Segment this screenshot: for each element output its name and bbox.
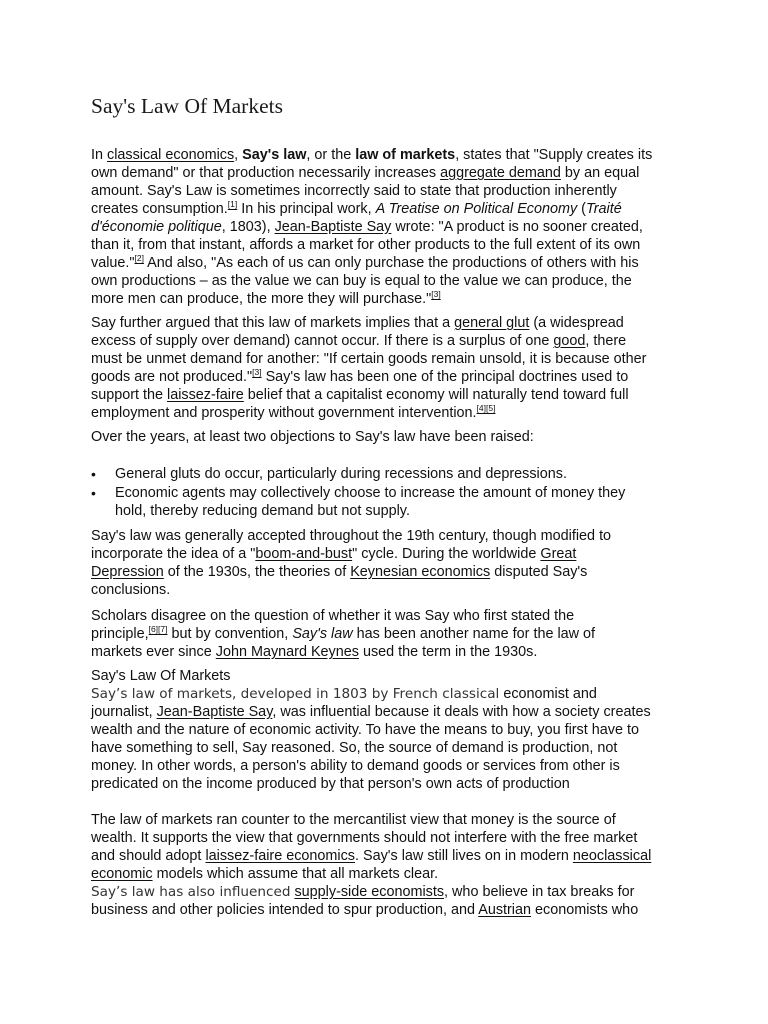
inline-link[interactable]: good (553, 333, 586, 349)
text-run: and should adopt (91, 848, 206, 864)
text-run: Say's Law Of Markets (91, 668, 231, 684)
bullet-marker: • (91, 466, 96, 482)
inline-link[interactable]: Jean-Baptiste Say (274, 219, 392, 235)
paragraph-line (91, 811, 616, 829)
text-run: , there (585, 333, 627, 349)
citation-link[interactable]: [5] (486, 403, 496, 414)
paragraph-line (91, 757, 620, 775)
paragraph-line (91, 883, 634, 901)
text-run: of the 1930s, the theories of (163, 564, 351, 580)
text-run: Say further argued that this law of markets implies that a (91, 315, 455, 331)
paragraph-line (91, 775, 570, 793)
paragraph-line (91, 404, 495, 422)
italic-term: Say's law (292, 626, 353, 642)
text-run: support the (91, 387, 168, 403)
inline-link[interactable]: laissez-faire (167, 387, 244, 403)
paragraph-line (91, 607, 574, 625)
paragraph-line (91, 667, 231, 685)
text-run: business and other policies intended to spur production, and (91, 902, 479, 918)
text-run: own productions – as the value we can buy is equal to the value we can produce, the (91, 273, 632, 289)
paragraph-line (91, 545, 576, 563)
text-run: has been another name for the law of (352, 626, 596, 642)
text-run: , states that "Supply creates its (455, 147, 653, 163)
inline-link[interactable]: Depression (91, 564, 164, 580)
inline-link[interactable]: laissez-faire economics (205, 848, 355, 864)
text-run: , 1803), (221, 219, 275, 235)
text-run: creates consumption. (91, 201, 228, 217)
text-run: In his principal work, (237, 201, 376, 217)
text-run: more men can produce, the more they will purchase." (91, 291, 432, 307)
text-run: , (234, 147, 243, 163)
text-run: " cycle. During the worldwide (352, 546, 541, 562)
inline-link[interactable]: Keynesian economics (350, 564, 491, 580)
text-run: disputed Say's (490, 564, 588, 580)
paragraph-line (91, 721, 639, 739)
bold-term: law of markets (355, 147, 456, 163)
citation-link[interactable]: [4] (476, 403, 487, 414)
text-run: excess of supply over demand) cannot occur. If there is a surplus of one (91, 333, 554, 349)
citation-link[interactable]: [6] (148, 624, 159, 635)
italic-term: d'économie politique (91, 219, 222, 235)
paragraph-line (91, 527, 611, 545)
text-run: but by convention, (167, 626, 293, 642)
paragraph-line (91, 236, 640, 254)
text-run: hold, thereby reducing demand but not supply. (115, 503, 410, 519)
text-run: The law of markets ran counter to the mercantilist view that money is the source of (91, 812, 616, 828)
citation-link[interactable]: [7] (158, 624, 168, 635)
text-run: models which assume that all markets clear. (152, 866, 439, 882)
paragraph-line (91, 643, 537, 661)
citation-link[interactable]: [1] (227, 199, 238, 210)
paragraph-line (91, 865, 438, 883)
paragraph-line (91, 350, 646, 368)
paragraph-line (91, 218, 643, 236)
bold-term: Say's law (242, 147, 307, 163)
text-run: amount. Say's Law is sometimes incorrectly said to state that production inherently (91, 183, 617, 199)
page-title: Say's Law Of Markets (91, 94, 283, 118)
paragraph-line (91, 581, 170, 599)
paragraph-line (91, 146, 652, 164)
italic-term: A Treatise on Political Economy (375, 201, 578, 217)
text-run: (a widespread (529, 315, 624, 331)
paragraph-line (91, 254, 639, 272)
paragraph-line (91, 829, 637, 847)
paragraph-line (91, 272, 632, 290)
inline-link[interactable]: economic (91, 866, 153, 882)
text-run: economist and (499, 686, 597, 702)
text-run: employment and prosperity without government intervention. (91, 405, 477, 421)
text-run: wealth and the nature of economic activity. To have the means to buy, you first have to (91, 722, 639, 738)
citation-link[interactable]: [3] (431, 289, 441, 300)
paragraph-line (91, 703, 651, 721)
paragraph-line (91, 685, 597, 703)
paragraph-line (91, 314, 624, 332)
text-run: belief that a capitalist economy will naturally tend toward full (243, 387, 629, 403)
text-run: Economic agents may collectively choose to increase the amount of money they (115, 485, 626, 501)
citation-link[interactable]: [3] (252, 367, 262, 378)
paragraph-line (91, 739, 617, 757)
paragraph-line (91, 563, 587, 581)
paragraph-line (91, 200, 622, 218)
text-run: have something to sell, Say reasoned. So, the source of demand is production, not (91, 740, 618, 756)
text-run: must be unmet demand for another: "If certain goods remain unsold, it is because other (91, 351, 647, 367)
inline-link[interactable]: neoclassical (572, 848, 652, 864)
text-run: ( (577, 201, 586, 217)
text-run: markets ever since (91, 644, 216, 660)
list-item-line (115, 484, 625, 502)
text-run: used the term in the 1930s. (358, 644, 538, 660)
list-item-line (115, 465, 567, 483)
inline-link[interactable]: general glut (454, 315, 530, 331)
text-run: , or the (306, 147, 356, 163)
inline-link[interactable]: Jean-Baptiste Say (156, 704, 273, 720)
text-run: General gluts do occur, particularly during recessions and depressions. (115, 466, 567, 482)
inline-link[interactable]: Austrian (478, 902, 532, 918)
text-run: In (91, 147, 107, 163)
text-run: , was influential because it deals with how a society creates (272, 704, 651, 720)
inline-link[interactable]: John Maynard Keynes (215, 644, 359, 660)
paragraph-line (91, 368, 628, 386)
text-run: conclusions. (91, 582, 171, 598)
inline-link[interactable]: classical economics (107, 147, 235, 163)
text-run: , who believe in tax breaks for (444, 884, 635, 900)
text-run: own demand" or that production necessarily increases (91, 165, 441, 181)
paragraph-line (91, 332, 626, 350)
text-run: wrote: "A product is no sooner created, (391, 219, 643, 235)
text-run: journalist, (91, 704, 157, 720)
italic-term: Traité (585, 201, 622, 217)
paragraph-line (91, 625, 595, 643)
text-run: money. In other words, a person's ability to demand goods or services from other is (91, 758, 620, 774)
text-run: than it, from that instant, affords a market for other products to the full extent of its own (91, 237, 641, 253)
text-run: value." (91, 255, 135, 271)
text-run: economists who (531, 902, 639, 918)
bullet-marker: • (91, 485, 96, 501)
paragraph-line (91, 428, 534, 446)
citation-link[interactable]: [2] (134, 253, 144, 264)
inline-link[interactable]: boom-and-bust (255, 546, 353, 562)
paragraph-line (91, 901, 638, 919)
text-run: by an equal (560, 165, 640, 181)
text-run: Scholars disagree on the question of whether it was Say who first stated the (91, 608, 575, 624)
paragraph-line (91, 182, 617, 200)
paragraph-line (91, 386, 629, 404)
text-run: Say's law has been one of the principal doctrines used to (261, 369, 629, 385)
text-run: wealth. It supports the view that governments should not interfere with the free market (91, 830, 638, 846)
text-run: And also, "As each of us can only purchase the productions of others with his (143, 255, 639, 271)
text-run: predicated on the income produced by that person's own acts of production (91, 776, 570, 792)
text-run: Say’s law of markets, developed in 1803 by French classical (91, 686, 500, 702)
text-run: goods are not produced." (91, 369, 253, 385)
inline-link[interactable]: supply-side economists (294, 884, 445, 900)
text-run: incorporate the idea of a " (91, 546, 256, 562)
paragraph-line (91, 164, 639, 182)
text-run: principle, (91, 626, 149, 642)
paragraph-line (91, 290, 441, 308)
text-run: Say's law was generally accepted throughout the 19th century, though modified to (91, 528, 612, 544)
text-run: Over the years, at least two objections to Say's law have been raised: (91, 429, 534, 445)
list-item-line (115, 502, 410, 520)
inline-link[interactable]: aggregate demand (440, 165, 561, 181)
text-run: . Say's law still lives on in modern (355, 848, 573, 864)
inline-link[interactable]: Great (540, 546, 577, 562)
text-run: Say’s law has also influenced (91, 884, 291, 900)
paragraph-line (91, 847, 651, 865)
